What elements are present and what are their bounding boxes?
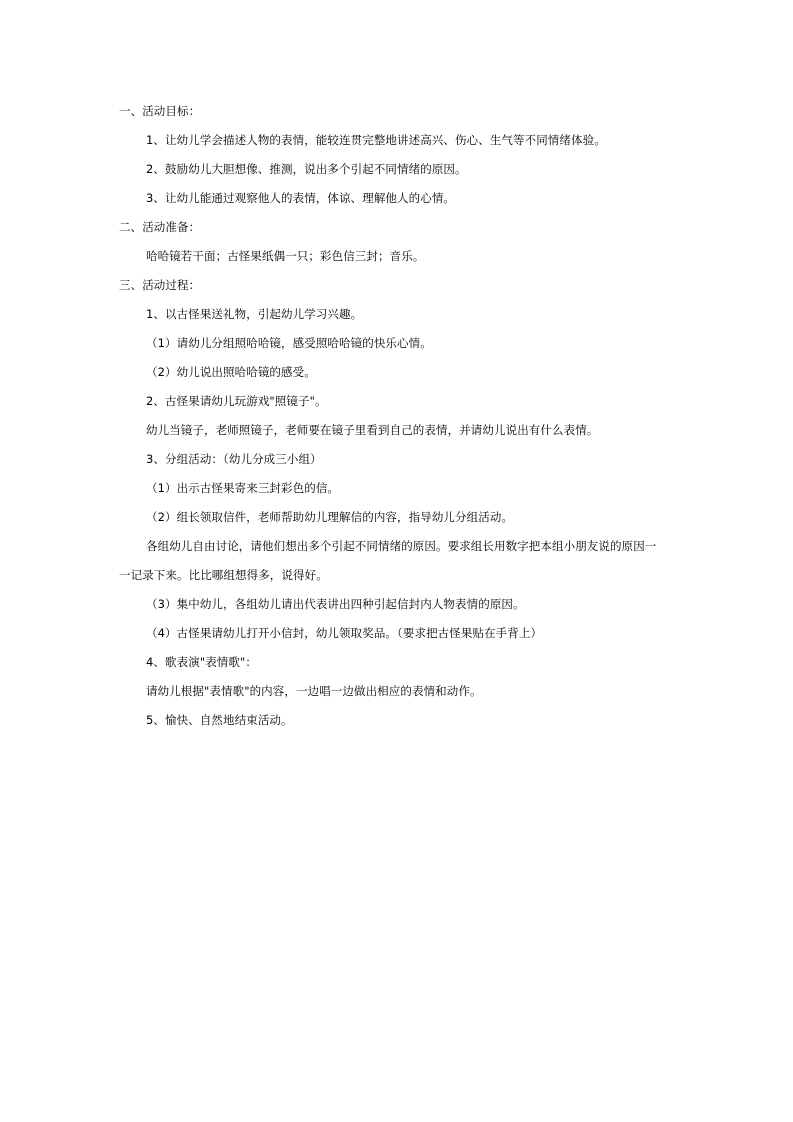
- paragraph: （2）组长领取信件，老师帮助幼儿理解信的内容，指导幼儿分组活动。: [146, 510, 514, 524]
- paragraph: （3）集中幼儿，各组幼儿请出代表讲出四种引起信封内人物表情的原因。: [146, 597, 525, 611]
- paragraph: （1）请幼儿分组照哈哈镜，感受照哈哈镜的快乐心情。: [146, 336, 432, 350]
- paragraph: 3、让幼儿能通过观察他人的表情，体谅、理解他人的心情。: [146, 191, 456, 205]
- paragraph: 请幼儿根据"表情歌"的内容，一边唱一边做出相应的表情和动作。: [146, 684, 482, 698]
- paragraph-continuation: 一记录下来。比比哪组想得多，说得好。: [119, 568, 328, 582]
- section-heading-process: 三、活动过程：: [119, 278, 201, 292]
- paragraph: 4、歌表演"表情歌"：: [146, 655, 257, 669]
- paragraph: 2、鼓励幼儿大胆想像、推测，说出多个引起不同情绪的原因。: [146, 162, 467, 176]
- paragraph: 幼儿当镜子，老师照镜子，老师要在镜子里看到自己的表情，并请幼儿说出有什么表情。: [146, 423, 599, 437]
- paragraph: 5、愉快、自然地结束活动。: [146, 713, 293, 727]
- paragraph: 1、以古怪果送礼物，引起幼儿学习兴趣。: [146, 307, 363, 321]
- paragraph: （2）幼儿说出照哈哈镜的感受。: [146, 365, 316, 379]
- paragraph: （4）古怪果请幼儿打开小信封，幼儿领取奖品。（要求把古怪果贴在手背上）: [146, 626, 543, 640]
- paragraph: （1）出示古怪果寄来三封彩色的信。: [146, 481, 340, 495]
- section-heading-preparation: 二、活动准备：: [119, 220, 201, 234]
- section-heading-goals: 一、活动目标：: [119, 104, 201, 118]
- paragraph: 各组幼儿自由讨论，请他们想出多个引起不同情绪的原因。要求组长用数字把本组小朋友说的原因一: [146, 539, 657, 553]
- paragraph: 1、让幼儿学会描述人物的表情，能较连贯完整地讲述高兴、伤心、生气等不同情绪体验。: [146, 133, 606, 147]
- paragraph: 哈哈镜若干面；古怪果纸偶一只；彩色信三封；音乐。: [146, 249, 425, 263]
- paragraph: 3、分组活动：（幼儿分成三小组）: [146, 452, 322, 466]
- paragraph: 2、古怪果请幼儿玩游戏"照镜子"。: [146, 394, 327, 408]
